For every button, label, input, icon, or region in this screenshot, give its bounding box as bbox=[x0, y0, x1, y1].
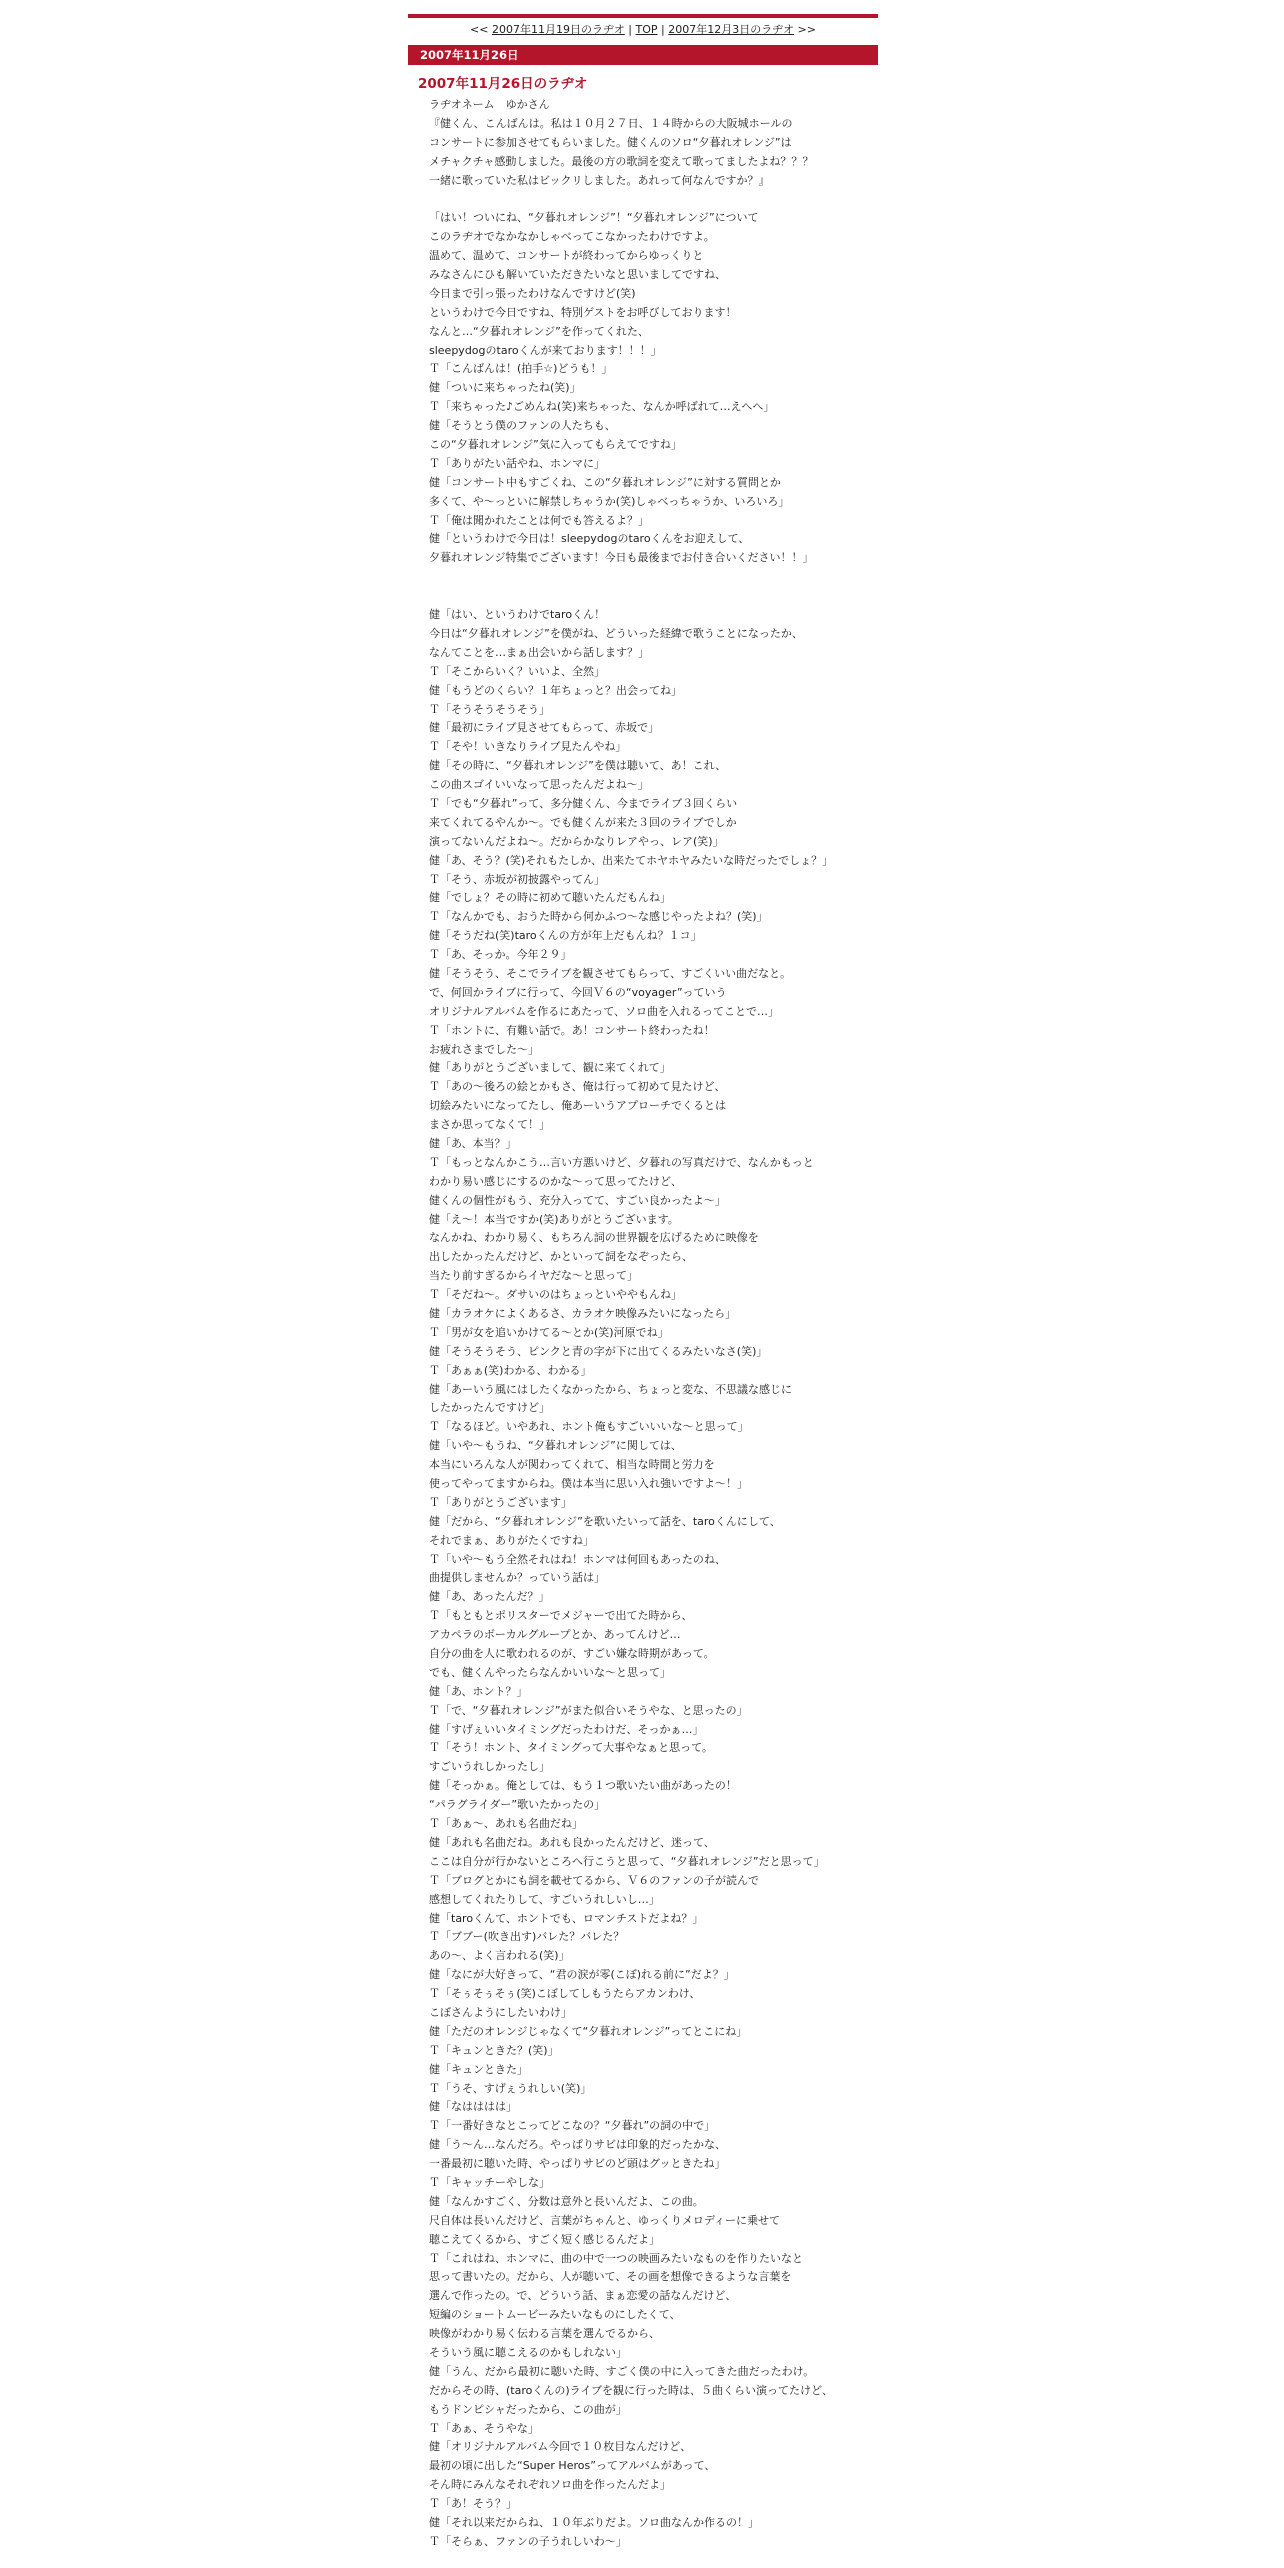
body-line: Ｔ「あの～後ろの絵とかもさ、俺は行って初めて見たけど、 bbox=[429, 1080, 726, 1094]
body-line: 健「そうとう僕のファンの人たちも、 bbox=[429, 419, 616, 433]
body-line: 健「あ、あったんだ？」 bbox=[429, 1590, 550, 1604]
body-line: 尺自体は長いんだけど、言葉がちゃんと、ゆっくりメロディーに乗せて bbox=[429, 2213, 781, 2227]
body-line: 健「すげぇいいタイミングだったわけだ、そっかぁ…」 bbox=[429, 1722, 704, 1736]
body-line: 曲提供しませんか？っていう話は」 bbox=[429, 1571, 605, 1585]
body-line: こぼさんようにしたいわけ」 bbox=[429, 2005, 572, 2019]
body-line: 最初の頃に出した“Super Heros”ってアルバムがあって、 bbox=[429, 2459, 716, 2473]
body-line: なんてことを…まぁ出会いから話します？」 bbox=[429, 645, 649, 659]
body-line: Ｔ「そぅそぅそぅ(笑)こぼしてしもうたらアカンわけ、 bbox=[429, 1987, 701, 2001]
body-line: 健「なにが大好きって、“君の涙が零(こぼ)れる前に”だよ？」 bbox=[429, 1968, 735, 1982]
next-entry-link[interactable]: 2007年12月3日のラヂオ bbox=[668, 23, 794, 36]
body-line: Ｔ「なるほど。いやあれ、ホント俺もすごいいいな～と思って」 bbox=[429, 1420, 749, 1434]
blank-line bbox=[429, 568, 878, 587]
body-line: オリジナルアルバムを作るにあたって、ソロ曲を入れるってことで…」 bbox=[429, 1004, 780, 1018]
body-line: 健「というわけで今日は！sleepydogのtaroくんをお迎えして、 bbox=[429, 532, 750, 546]
blank-line bbox=[429, 587, 878, 606]
body-line: 切絵みたいになってたし、俺あーいうアプローチでくるとは bbox=[429, 1099, 726, 1113]
body-line: 聴こえてくるから、すごく短く感じるんだよ」 bbox=[429, 2232, 660, 2246]
body-line: この曲スゴイいいなって思ったんだよね～」 bbox=[429, 778, 649, 792]
body-line: Ｔ「ありがたい話やね、ホンマに」 bbox=[429, 456, 605, 470]
body-line: 健「あ、ホント？」 bbox=[429, 1684, 528, 1698]
body-line: この“夕暮れオレンジ”気に入ってもらえてですね」 bbox=[429, 438, 682, 452]
body-line: 健「え～！本当ですか(笑)ありがとうございます。 bbox=[429, 1212, 679, 1226]
body-line: それでまぁ、ありがたくですね」 bbox=[429, 1533, 594, 1547]
body-line: 健「そうだね(笑)taroくんの方が年上だもんね？１コ」 bbox=[429, 929, 702, 943]
body-line: Ｔ「そらぁ、ファンの子うれしいわ～」 bbox=[429, 2534, 627, 2548]
body-line: Ｔ「うそ、すげぇうれしい(笑)」 bbox=[429, 2081, 592, 2095]
body-line: で、何回かライブに行って、今回Ｖ６の“voyager”っていう bbox=[429, 985, 727, 999]
body-line: Ｔ「あぁぁ(笑)わかる、わかる」 bbox=[429, 1363, 592, 1377]
nav-separator: | bbox=[628, 23, 632, 36]
body-line: 健「最初にライブ見させてもらって、赤坂で」 bbox=[429, 721, 660, 735]
body-line: すごいうれしかったし」 bbox=[429, 1760, 550, 1774]
body-line: ラヂオネーム ゆかさん bbox=[429, 98, 550, 111]
body-line: 『健くん、こんばんは。私は１０月２７日、１４時からの大阪城ホールの bbox=[429, 116, 793, 130]
blank-line bbox=[429, 190, 878, 209]
body-line: なんかね、わかり易く、もちろん詞の世界観を広げるために映像を bbox=[429, 1231, 759, 1245]
body-line: 出したかったんだけど、かといって詞をなぞったら、 bbox=[429, 1250, 693, 1264]
body-line: そん時にみんなそれぞれソロ曲を作ったんだよ」 bbox=[429, 2478, 671, 2492]
body-line: Ｔ「キュンときた？(笑)」 bbox=[429, 2043, 559, 2057]
body-line: “パラグライダー”歌いたかったの」 bbox=[429, 1798, 606, 1812]
body-line: もうドンピシャだったから、この曲が」 bbox=[429, 2402, 627, 2416]
body-line: あの～、よく言われる(笑)」 bbox=[429, 1949, 570, 1963]
body-line: 健「だから、“夕暮れオレンジ”を歌いたいって話を、taroくんにして、 bbox=[429, 1514, 781, 1528]
body-line: Ｔ「ブログとかにも詞を載せてるから、Ｖ６のファンの子が読んで bbox=[429, 1873, 759, 1887]
body-line: したかったんですけど」 bbox=[429, 1401, 550, 1415]
body-line: 今日まで引っ張ったわけなんですけど(笑) bbox=[429, 286, 636, 300]
body-line: メチャクチャ感動しました。最後の方の歌詞を変えて歌ってましたよね？？？ bbox=[429, 154, 814, 168]
body-line: Ｔ「ブブー(吹き出す)バレた？バレた？ bbox=[429, 1930, 625, 1944]
body-line: 健「ついに来ちゃったね(笑)」 bbox=[429, 381, 581, 395]
body-line: 演ってないんだよね～。だからかなりレアやっ、レア(笑)」 bbox=[429, 834, 724, 848]
entry-title: 2007年11月26日のラヂオ bbox=[418, 76, 588, 92]
body-line: 短編のショートムービーみたいなものにしたくて、 bbox=[429, 2308, 681, 2322]
body-line: Ｔ「俺は聞かれたことは何でも答えるよ？」 bbox=[429, 513, 649, 527]
body-line: 健くんの個性がもう、充分入ってて、すごい良かったよ～」 bbox=[429, 1193, 726, 1207]
body-line: 健「あ、本当？」 bbox=[429, 1136, 517, 1150]
body-line: 健「カラオケによくあるさ、カラオケ映像みたいになったら」 bbox=[429, 1307, 737, 1320]
body-line: 健「はい、というわけでtaroくん！ bbox=[429, 608, 606, 622]
body-line: Ｔ「こんばんは！(拍手☆)どうも！」 bbox=[429, 362, 613, 376]
body-line: だからその時、(taroくんの)ライブを観に行った時は、５曲くらい演ってたけど、 bbox=[429, 2383, 833, 2397]
body-line: 「はい！ついにね、“夕暮れオレンジ”！“夕暮れオレンジ”について bbox=[429, 211, 759, 225]
body-line: 健「なんかすごく、分数は意外と長いんだよ、この曲。 bbox=[429, 2194, 704, 2208]
body-line: Ｔ「もともとポリスターでメジャーで出てた時から、 bbox=[429, 1609, 693, 1623]
body-line: Ｔ「そだね～。ダサいのはちょっといややもんね」 bbox=[429, 1288, 682, 1302]
body-line: 今日は“夕暮れオレンジ”を僕がね、どういった経緯で歌うことになったか、 bbox=[429, 626, 803, 640]
body-line: 健「そうそう、そこでライブを観させてもらって、すごくいい曲だなと。 bbox=[429, 966, 792, 980]
body-line: Ｔ「来ちゃった♪ごめんね(笑)来ちゃった、なんか呼ばれて…えへへ」 bbox=[429, 400, 775, 414]
body-line: 健「ありがとうございまして、観に来てくれて」 bbox=[429, 1061, 671, 1075]
body-line: まさか思ってなくて！」 bbox=[429, 1118, 550, 1132]
body-line: お疲れさまでした～」 bbox=[429, 1042, 539, 1056]
body-line: なんと…“夕暮れオレンジ”を作ってくれた、 bbox=[429, 324, 649, 338]
page-wrapper bbox=[408, 0, 878, 2552]
body-line: 健「いや～もうね、“夕暮れオレンジ”に関しては、 bbox=[429, 1439, 682, 1453]
body-line: 健「そうそうそう、ピンクと青の字が下に出てくるみたいなさ(笑)」 bbox=[429, 1344, 768, 1358]
body-line: Ｔ「あ、そっか。今年２９」 bbox=[429, 948, 572, 962]
body-line: 健「うん、だから最初に聴いた時、すごく僕の中に入ってきた曲だったわけ。 bbox=[429, 2364, 815, 2378]
body-line: アカペラのボーカルグループとか、あってんけど… bbox=[429, 1628, 681, 1642]
body-line: Ｔ「男が女を追いかけてる～とか(笑)河原でね」 bbox=[429, 1325, 669, 1339]
body-line: 健「そっかぁ。俺としては、もう１つ歌いたい曲があったの！ bbox=[429, 1779, 737, 1793]
body-line: わかり易い感じにするのかな～って思ってたけど、 bbox=[429, 1174, 682, 1188]
top-accent-bar bbox=[408, 14, 878, 18]
body-line: Ｔ「そこからいく？いいよ、全然」 bbox=[429, 664, 605, 678]
body-line: ここは自分が行かないところへ行こうと思って、“夕暮れオレンジ”だと思って」 bbox=[429, 1854, 825, 1868]
body-line: 自分の曲を人に歌われるのが、すごい嫌な時期があって。 bbox=[429, 1647, 715, 1661]
body-line: 多くて、や～っといに解禁しちゃうか(笑)しゃべっちゃうか、いろいろ」 bbox=[429, 494, 790, 508]
body-line: 思って書いたの。だから、人が聴いて、その画を想像できるような言葉を bbox=[429, 2270, 792, 2284]
body-line: sleepydogのtaroくんが来ております！！！」 bbox=[429, 343, 662, 357]
body-line: 健「あーいう風にはしたくなかったから、ちょっと変な、不思議な感じに bbox=[429, 1382, 792, 1396]
body-line: 感想してくれたりして、すごいうれしいし…」 bbox=[429, 1892, 660, 1906]
body-line: 温めて、温めて、コンサートが終わってからゆっくりと bbox=[429, 249, 704, 263]
body-line: 健「キュンときた」 bbox=[429, 2062, 528, 2076]
top-link[interactable]: TOP bbox=[635, 23, 658, 36]
body-line: 健「オリジナルアルバム今回で１０枚目なんだけど、 bbox=[429, 2440, 692, 2454]
next-arrow: >> bbox=[797, 23, 816, 36]
body-line: 一番最初に聴いた時、やっぱりサビのど頭はグッときたね」 bbox=[429, 2157, 726, 2171]
entry-body bbox=[429, 96, 878, 2552]
body-line: Ｔ「いや～もう全然それはね！ホンマは何回もあったのね、 bbox=[429, 1552, 726, 1566]
body-line: 健「コンサート中もすごくね、この“夕暮れオレンジ”に対する質問とか bbox=[429, 475, 781, 489]
body-line: 健「でしょ？その時に初めて聴いたんだもんね」 bbox=[429, 891, 671, 905]
body-line: 本当にいろんな人が関わってくれて、相当な時間と労力を bbox=[429, 1458, 715, 1472]
body-line: Ｔ「ありがとうございます」 bbox=[429, 1495, 572, 1509]
body-line: Ｔ「あ！そう？」 bbox=[429, 2497, 517, 2511]
body-line: Ｔ「で、“夕暮れオレンジ”がまた似合いそうやな、と思ったの」 bbox=[429, 1703, 748, 1717]
body-line: Ｔ「キャッチーやしな」 bbox=[429, 2175, 550, 2189]
body-line: 健「その時に、“夕暮れオレンジ”を僕は聴いて、あ！これ、 bbox=[429, 759, 727, 773]
body-line: 当たり前すぎるからイヤだな～と思って」 bbox=[429, 1269, 638, 1283]
nav-separator: | bbox=[661, 23, 665, 36]
body-line: Ｔ「あぁ、そうやな」 bbox=[429, 2421, 539, 2435]
body-line: Ｔ「あぁ～、あれも名曲だね」 bbox=[429, 1817, 583, 1831]
body-line: みなさんにひも解いていただきたいなと思いましてですね、 bbox=[429, 268, 726, 282]
body-line: このラヂオでなかなかしゃべってこなかったわけですよ。 bbox=[429, 230, 715, 244]
body-line: 健「なはははは」 bbox=[429, 2100, 517, 2114]
body-line: Ｔ「なんかでも、おうた時から何かふつ～な感じやったよね？(笑)」 bbox=[429, 910, 768, 924]
prev-entry-link[interactable]: 2007年11月19日のラヂオ bbox=[491, 23, 625, 36]
body-line: 健「もうどのくらい？１年ちょっと？出会ってね」 bbox=[429, 683, 682, 697]
body-line: Ｔ「でも“夕暮れ”って、多分健くん、今までライブ３回くらい bbox=[429, 796, 738, 810]
date-header: 2007年11月26日 bbox=[408, 45, 878, 65]
body-line: Ｔ「そうそうそうそう」 bbox=[429, 702, 550, 716]
body-line: 健「それ以来だからね、１０年ぶりだよ。ソロ曲なんか作るの！」 bbox=[429, 2516, 759, 2529]
body-line: 使ってやってますからね。僕は本当に思い入れ強いですよ～！」 bbox=[429, 1477, 748, 1491]
body-line: コンサートに参加させてもらいました。健くんのソロ“夕暮れオレンジ”は bbox=[429, 135, 792, 149]
body-line: というわけで今日ですね、特別ゲストをお呼びしております！ bbox=[429, 305, 737, 319]
body-line: Ｔ「ホントに、有難い話で。あ！コンサート終わったね！ bbox=[429, 1023, 715, 1037]
prev-arrow: << bbox=[470, 23, 489, 36]
body-line: Ｔ「一番好きなとこってどこなの？“夕暮れ”の詞の中で」 bbox=[429, 2119, 716, 2133]
body-line: 健「う～ん…なんだろ。やっぱりサビは印象的だったかな、 bbox=[429, 2138, 726, 2152]
body-line: でも、健くんやったらなんかいいな～と思って」 bbox=[429, 1665, 671, 1679]
body-line: 健「taroくんて、ホントでも、ロマンチストだよね？」 bbox=[429, 1911, 704, 1925]
body-line: Ｔ「もっとなんかこう…言い方悪いけど、夕暮れの写真だけで、なんかもっと bbox=[429, 1155, 814, 1169]
entry-navigation bbox=[408, 22, 878, 37]
body-line: 健「あ、そう？(笑)それもたしか、出来たてホヤホヤみたいな時だったでしょ？」 bbox=[429, 853, 834, 867]
body-line: Ｔ「これはね、ホンマに、曲の中で一つの映画みたいなものを作りたいなと bbox=[429, 2251, 803, 2265]
body-line: Ｔ「そや！いきなりライブ見たんやね」 bbox=[429, 740, 627, 754]
body-line: 選んで作ったの。で、どういう話、まぁ恋愛の話なんだけど、 bbox=[429, 2289, 737, 2303]
body-line: 夕暮れオレンジ特集でございます！今日も最後までお付き合いください！！」 bbox=[429, 551, 814, 565]
body-line: そういう風に聴こえるのかもしれない」 bbox=[429, 2345, 627, 2359]
body-line: 一緒に歌っていた私はビックリしました。あれって何なんですか？』 bbox=[429, 173, 770, 187]
body-line: 健「あれも名曲だね。あれも良かったんだけど、迷って、 bbox=[429, 1835, 715, 1849]
body-line: 映像がわかり易く伝わる言葉を選んでるから、 bbox=[429, 2327, 660, 2341]
body-line: 健「ただのオレンジじゃなくて“夕暮れオレンジ”ってとこにね」 bbox=[429, 2024, 748, 2038]
body-line: Ｔ「そう、赤坂が初披露やってん」 bbox=[429, 872, 605, 886]
body-line: Ｔ「そう！ホント、タイミングって大事やなぁと思って。 bbox=[429, 1741, 713, 1755]
body-line: 来てくれてるやんか～。でも健くんが来た３回のライブでしか bbox=[429, 815, 737, 829]
